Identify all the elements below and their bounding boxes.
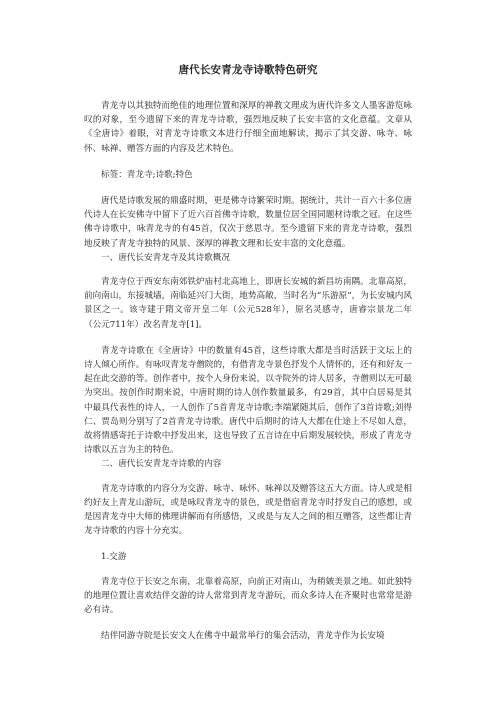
- document-title: 唐代长安青龙寺诗歌特色研究: [178, 64, 318, 76]
- section-1-paragraph-1: 青龙寺位于西安东南郊铁炉庙村北高地上，即唐长安城的新昌坊南隅。北靠高原，前向南山，东接城墙，南临延兴门大街，地势高敞，当时名为“乐游原”，为长安城内风景区之一。该寺建于隋文帝开皇二年（公元528年），原名灵感寺，唐睿宗景龙二年（公元711年）改名青龙寺[1]。: [84, 277, 412, 330]
- intro-paragraph: 唐代是诗歌发展的鼎盛时期，更是佛寺诗繁荣时期。据统计，共计一百六十多位唐代诗人在长安佛寺中留下了近六百首佛寺诗歌，数量位居全国同题材诗歌之冠。在这些佛寺诗歌中，咏青龙寺的有45首，仅次于慈恩寺。至今遗留下来的青龙寺诗歌，强烈地反映了青龙寺独特的风景、深厚的禅教文理和长安丰富的文化意蕴。: [84, 196, 412, 249]
- subsection-1-paragraph-2: 结伴同游寺院是长安文人在佛寺中最常举行的集会活动，青龙寺作为长安境: [101, 631, 385, 642]
- subsection-1-paragraph-1: 青龙寺位于长安之东南，北靠着高原，向前正对南山，为稍皴美景之地。如此独特的地理位置让喜欢结伴交游的诗人常常到青龙寺游玩，而众多诗人在齐聚时也常常是游必有诗。: [84, 576, 412, 616]
- section-2-heading: 二、唐代长安青龙寺诗歌的内容: [101, 459, 222, 470]
- keywords-line: 标签：青龙寺;诗歌;特色: [101, 169, 193, 180]
- subsection-1-heading: 1.交游: [101, 552, 127, 563]
- section-1-paragraph-2: 青龙寺诗歌在《全唐诗》中的数量有45首，这些诗歌大都是当时活跃于文坛上的诗人倾心所作。有咏叹青龙寺僧院的，有借青龙寺景色抒发个人情怀的，还有和好友一起在此交游的等。创作者中，按个人身份来说，以寺院外的诗人居多，寺僧则以无可最为突出。按创作时期来说，中唐时期的诗人创作数量最多，有29首，其中白居易是其中最具代表性的诗人，一人创作了5首青龙寺诗歌;李端紧随其后，创作了3首诗歌;刘得仁、贾岛则分别写了2首青龙寺诗歌。唐代中后期时的诗人大都在仕途上不尽如人意，故将情感寄托于诗歌中抒发出来，这也导致了五言诗在中后期发展较快，形成了青龙寺诗歌以五言为主的特色。: [84, 345, 412, 456]
- section-2-paragraph-1: 青龙寺诗歌的内容分为交游、咏寺、咏怀、咏禅以及赠答这五大方面。诗人或是相约好友上青龙山游玩，或是咏叹青龙寺的景色，或是借宿青龙寺时抒发自己的感想，或是因青龙寺中大师的佛理讲解而有所感悟，又或是与友人之间的相互赠答，这些都让青龙寺诗歌的内容十分充实。: [84, 483, 412, 537]
- abstract-paragraph: 青龙寺以其独特而绝佳的地理位置和深厚的禅教文理成为唐代许多文人墨客游览咏叹的对象，至今遗留下来的青龙寺诗歌，强烈地反映了长安丰富的文化意蕴。文章从《全唐诗》着眼，对青龙寺诗歌文本进行仔细全面地解读，揭示了其交游、咏寺、咏怀、咏禅、赠答方面的内容及艺术特色。: [84, 101, 412, 154]
- section-1-heading: 一、唐代长安青龙寺及其诗歌概况: [101, 252, 230, 263]
